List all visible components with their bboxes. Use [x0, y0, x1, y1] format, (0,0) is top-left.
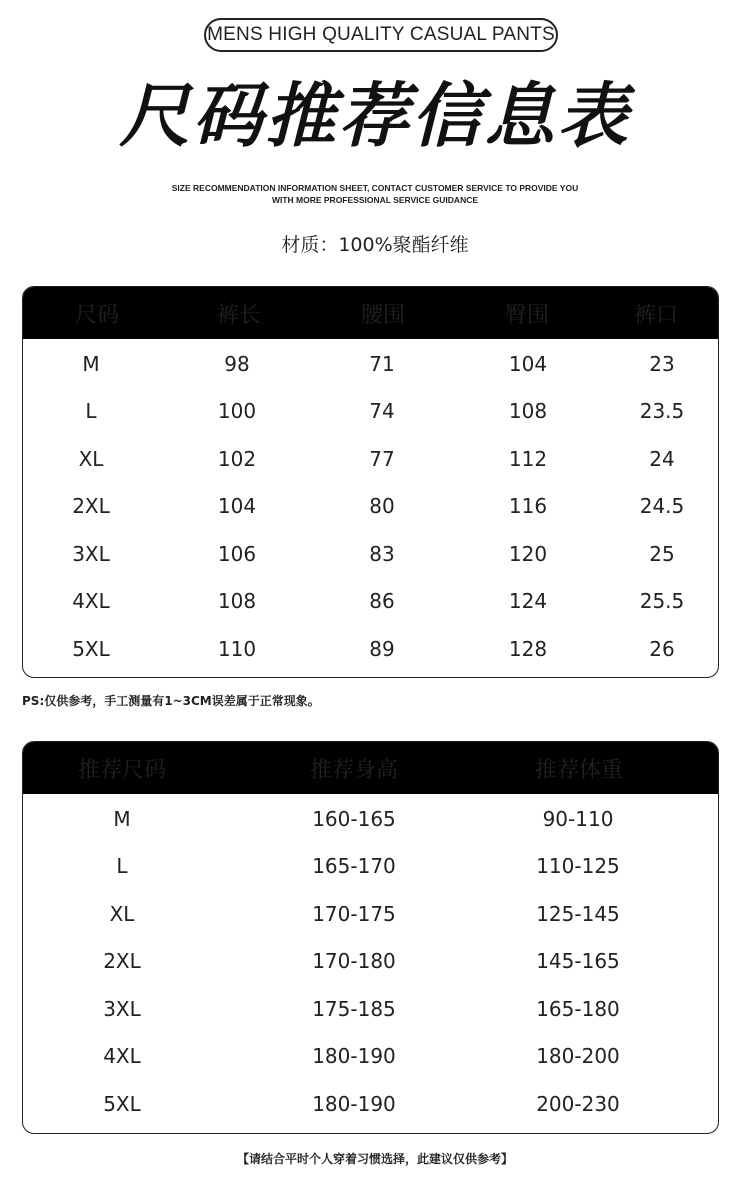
cell-size: 2XL — [103, 949, 141, 974]
table-row — [23, 530, 718, 578]
size-table-header — [23, 287, 718, 339]
header-hip: 臀围 — [504, 302, 549, 328]
cell-weight: 200-230 — [536, 1091, 620, 1116]
cell-size: XL — [78, 446, 104, 471]
cell-size: 5XL — [103, 1091, 141, 1116]
header-waist: 腰围 — [360, 302, 405, 328]
cell-leg-opening: 25.5 — [639, 589, 685, 614]
cell-leg-opening: 23 — [649, 351, 675, 376]
cell-hip: 120 — [508, 541, 548, 566]
recommend-table-body — [23, 794, 718, 1128]
cell-weight: 125-145 — [536, 901, 620, 926]
cell-weight: 165-180 — [536, 996, 620, 1021]
material-info: 材质：100%聚酯纤维 — [281, 234, 469, 256]
cell-leg-opening: 26 — [649, 636, 675, 661]
header-pants-length: 裤长 — [216, 302, 261, 328]
cell-weight: 145-165 — [536, 949, 620, 974]
cell-leg-opening: 23.5 — [639, 399, 685, 424]
cell-length: 102 — [217, 446, 257, 471]
cell-leg-opening: 24.5 — [639, 494, 685, 519]
footer-note: 【请结合平时个人穿着习惯选择，此建议仅供参考】 — [236, 1152, 513, 1166]
cell-waist: 89 — [369, 636, 395, 661]
measurement-note: PS:仅供参考，手工测量有1~3CM误差属于正常现象。 — [22, 694, 320, 708]
cell-weight: 180-200 — [536, 1044, 620, 1069]
cell-waist: 83 — [369, 541, 395, 566]
cell-waist: 77 — [369, 446, 395, 471]
cell-size: L — [116, 854, 128, 879]
cell-hip: 116 — [508, 494, 548, 519]
cell-height: 180-190 — [312, 1091, 396, 1116]
table-row — [23, 795, 718, 843]
cell-length: 110 — [217, 636, 257, 661]
table-row — [23, 483, 718, 531]
cell-waist: 74 — [369, 399, 395, 424]
table-row — [23, 938, 718, 986]
header-leg-opening: 裤口 — [633, 302, 678, 328]
cell-size: 2XL — [72, 494, 110, 519]
cell-hip: 108 — [508, 399, 548, 424]
table-row — [23, 890, 718, 938]
header-recommended-weight: 推荐体重 — [534, 757, 623, 783]
table-row — [23, 578, 718, 626]
cell-height: 170-175 — [312, 901, 396, 926]
subtitle-line-2: WITH MORE PROFESSIONAL SERVICE GUIDANCE — [271, 195, 479, 205]
table-row — [23, 843, 718, 891]
cell-size: M — [113, 806, 131, 831]
cell-size: L — [85, 399, 97, 424]
cell-length: 106 — [217, 541, 257, 566]
cell-size: 4XL — [72, 589, 110, 614]
cell-height: 165-170 — [312, 854, 396, 879]
table-row — [23, 435, 718, 483]
cell-hip: 104 — [508, 351, 548, 376]
header-recommended-size: 推荐尺码 — [77, 757, 166, 783]
recommend-table — [22, 741, 719, 1134]
table-row — [23, 985, 718, 1033]
subtitle-line-1: SIZE RECOMMENDATION INFORMATION SHEET, CONTACT CUSTOMER SERVICE TO PROVIDE YOU — [171, 183, 579, 193]
cell-height: 160-165 — [312, 806, 396, 831]
cell-size: 3XL — [103, 996, 141, 1021]
cell-size: M — [82, 351, 100, 376]
cell-size: 4XL — [103, 1044, 141, 1069]
header-recommended-height: 推荐身高 — [309, 757, 398, 783]
cell-length: 108 — [217, 589, 257, 614]
table-row — [23, 1033, 718, 1081]
cell-height: 175-185 — [312, 996, 396, 1021]
table-row — [23, 1080, 718, 1128]
cell-size: 5XL — [72, 636, 110, 661]
cell-length: 98 — [224, 351, 250, 376]
header-size: 尺码 — [74, 302, 119, 328]
size-table-body — [23, 339, 718, 673]
product-type-badge: MENS HIGH QUALITY CASUAL PANTS — [204, 18, 558, 52]
recommend-table-header — [23, 742, 718, 794]
table-row — [23, 388, 718, 436]
cell-waist: 86 — [369, 589, 395, 614]
cell-height: 170-180 — [312, 949, 396, 974]
cell-weight: 110-125 — [536, 854, 620, 879]
table-row — [23, 625, 718, 673]
cell-hip: 124 — [508, 589, 548, 614]
cell-length: 104 — [217, 494, 257, 519]
cell-hip: 112 — [508, 446, 548, 471]
cell-waist: 71 — [369, 351, 395, 376]
cell-hip: 128 — [508, 636, 548, 661]
cell-weight: 90-110 — [542, 806, 614, 831]
cell-height: 180-190 — [312, 1044, 396, 1069]
cell-leg-opening: 25 — [649, 541, 675, 566]
table-row — [23, 340, 718, 388]
size-table — [22, 286, 719, 678]
cell-waist: 80 — [369, 494, 395, 519]
cell-length: 100 — [217, 399, 257, 424]
cell-size: XL — [109, 901, 135, 926]
cell-leg-opening: 24 — [649, 446, 675, 471]
cell-size: 3XL — [72, 541, 110, 566]
page-title: 尺码推荐信息表 — [119, 75, 631, 157]
